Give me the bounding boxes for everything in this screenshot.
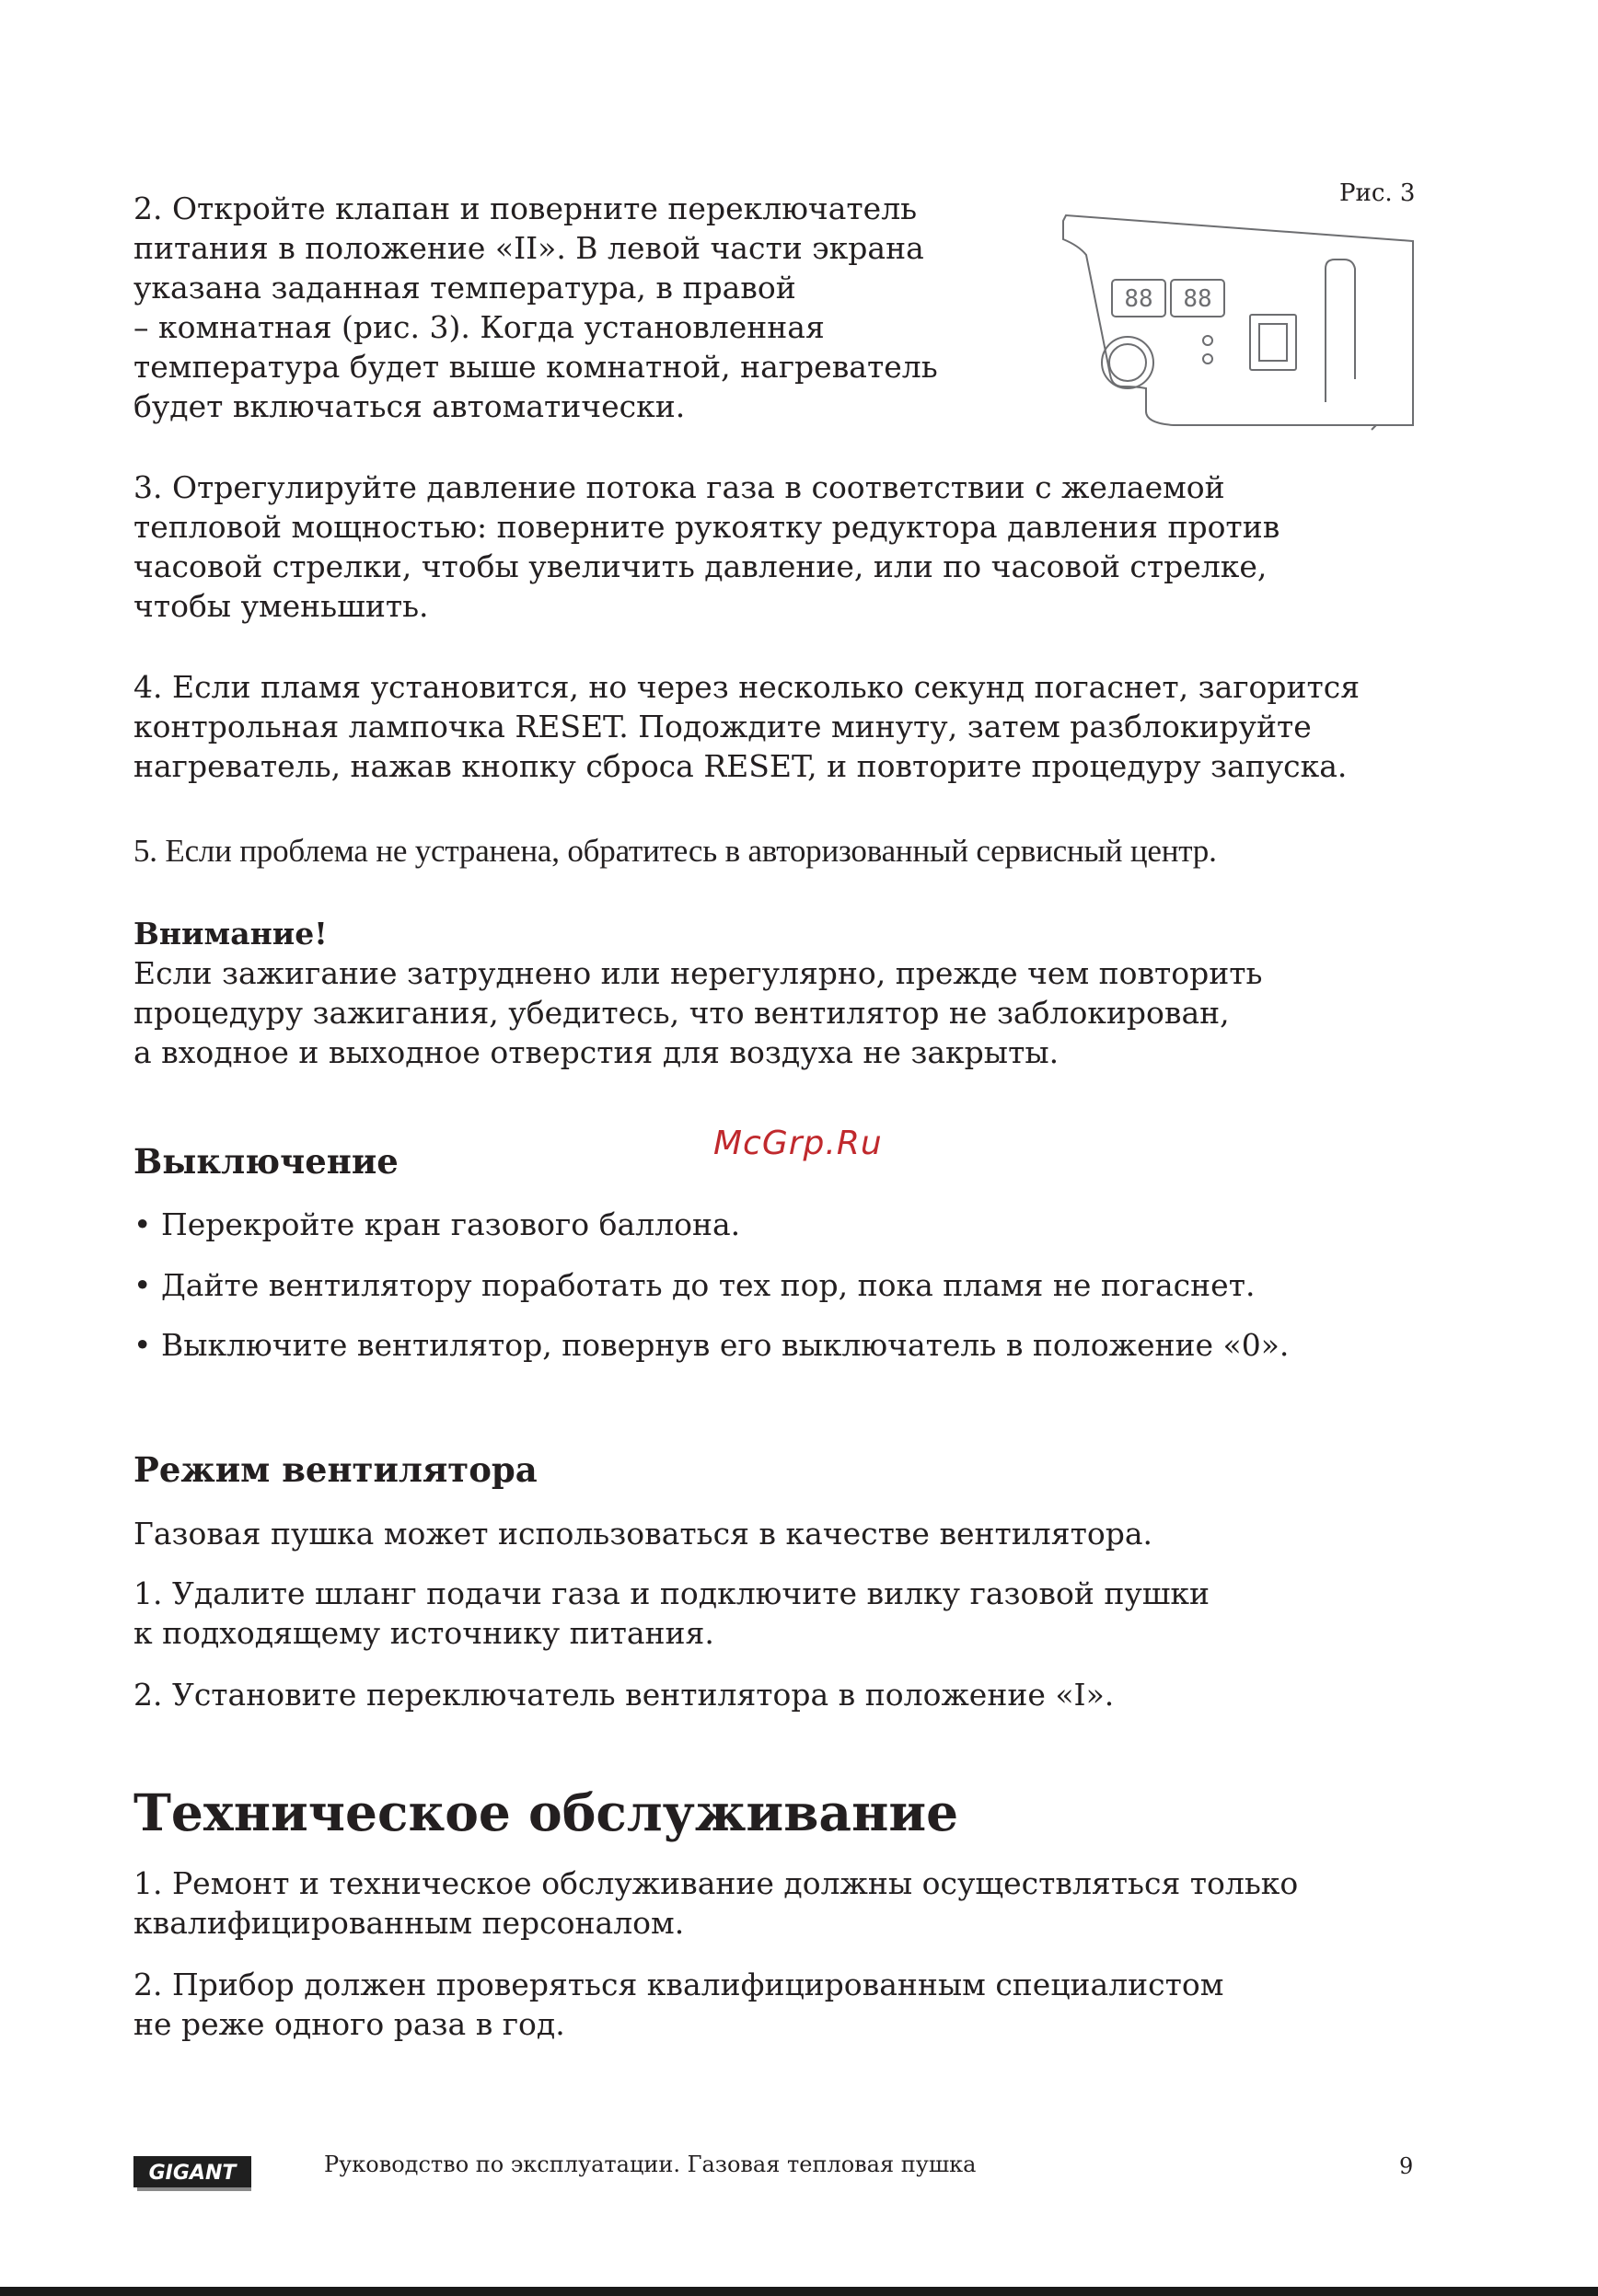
fan-mode-line: к подходящему источнику питания. <box>133 1615 714 1651</box>
fan-mode-item-2: 2. Установите переключатель вентилятора в положение «I». <box>133 1677 1115 1713</box>
maintenance-item-2 <box>133 1965 1223 2044</box>
gigant-logo <box>133 2156 251 2191</box>
attention-line: процедуру зажигания, убедитесь, что вентилятор не заблокирован, <box>133 995 1230 1031</box>
step-2-paragraph <box>133 189 938 426</box>
shutdown-bullet: • Перекройте кран газового баллона. <box>133 1206 741 1242</box>
step-2-line: – комнатная (рис. 3). Когда установленная <box>133 309 825 345</box>
step-3-line: тепловой мощностью: поверните рукоятку редуктора давления против <box>133 509 1280 545</box>
maintenance-line: не реже одного раза в год. <box>133 2006 565 2042</box>
watermark: McGrp.Ru <box>713 1125 883 1162</box>
footer-title: Руководство по эксплуатации. Газовая тепловая пушка <box>324 2152 977 2177</box>
display-left: 88 <box>1124 285 1153 313</box>
attention-line: а входное и выходное отверстия для воздуха не закрыты. <box>133 1034 1060 1070</box>
step-3-line: чтобы уменьшить. <box>133 588 429 624</box>
maintenance-item-1 <box>133 1863 1298 1943</box>
logo-text: GIGANT <box>148 2162 237 2185</box>
fan-mode-intro: Газовая пушка может использоваться в качестве вентилятора. <box>133 1516 1152 1552</box>
step-4-line: контрольная лампочка RESET. Подождите минуту, затем разблокируйте <box>133 709 1312 744</box>
step-5-paragraph: 5. Если проблема не устранена, обратитесь в авторизованный сервисный центр. <box>133 833 1217 869</box>
attention-line: Если зажигание затруднено или нерегулярно, прежде чем повторить <box>133 955 1263 991</box>
bottom-border <box>0 2287 1598 2296</box>
step-2-line: температура будет выше комнатной, нагреватель <box>133 349 938 385</box>
step-2-line: 2. Откройте клапан и поверните переключатель <box>133 190 918 226</box>
maintenance-line: 1. Ремонт и техническое обслуживание должны осуществляться только <box>133 1865 1299 1901</box>
step-4-paragraph <box>133 667 1360 786</box>
step-2-line: будет включаться автоматически. <box>133 388 686 424</box>
page-number: 9 <box>1399 2153 1414 2179</box>
shutdown-bullet: • Выключите вентилятор, повернув его выключатель в положение «0». <box>133 1327 1290 1363</box>
fan-mode-line: 1. Удалите шланг подачи газа и подключите вилку газовой пушки <box>133 1575 1210 1611</box>
step-2-line: указана заданная температура, в правой <box>133 270 796 306</box>
step-4-line: 4. Если пламя установится, но через несколько секунд погаснет, загорится <box>133 669 1361 705</box>
step-3-paragraph <box>133 467 1280 626</box>
attention-block <box>133 914 1263 1072</box>
maintenance-heading: Техническое обслуживание <box>133 1783 959 1842</box>
maintenance-line: квалифицированным персоналом. <box>133 1905 685 1941</box>
figure-caption: Рис. 3 <box>1339 179 1416 207</box>
shutdown-bullet: • Дайте вентилятору поработать до тех пор, пока пламя не погаснет. <box>133 1267 1256 1303</box>
control-panel-figure <box>1059 213 1418 434</box>
step-4-line: нагреватель, нажав кнопку сброса RESET, и повторите процедуру запуска. <box>133 748 1348 784</box>
step-3-line: часовой стрелки, чтобы увеличить давление, или по часовой стрелке, <box>133 548 1268 584</box>
step-2-line: питания в положение «II». В левой части экрана <box>133 230 924 266</box>
maintenance-line: 2. Прибор должен проверяться квалифицированным специалистом <box>133 1967 1224 2002</box>
shutdown-heading: Выключение <box>133 1141 399 1182</box>
step-3-line: 3. Отрегулируйте давление потока газа в соответствии с желаемой <box>133 469 1225 505</box>
display-right: 88 <box>1183 285 1212 313</box>
fan-mode-heading: Режим вентилятора <box>133 1449 538 1490</box>
fan-mode-item-1 <box>133 1574 1210 1653</box>
attention-title: Внимание! <box>133 916 328 952</box>
